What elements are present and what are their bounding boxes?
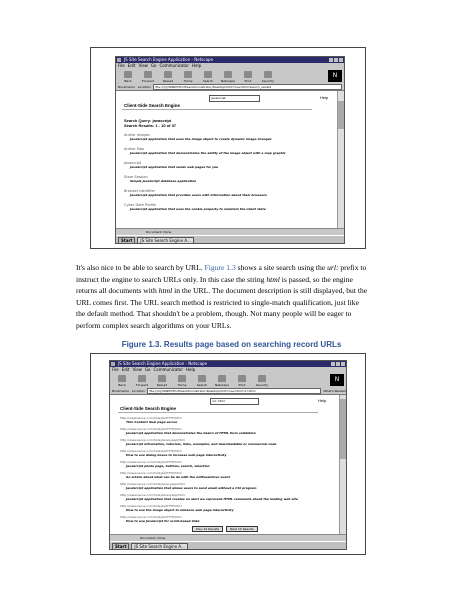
body-paragraph — [76, 262, 368, 332]
start-button[interactable]: Start — [118, 237, 135, 244]
print-label: Print — [238, 383, 246, 387]
bookmarks-button[interactable]: Bookmarks — [118, 84, 135, 89]
location-input[interactable]: file:///C|/WINNT/Profiles/Administrator/Desktop/Ch07/nav.html?search_results — [153, 84, 342, 90]
search-button[interactable] — [198, 71, 218, 83]
result-url[interactable]: http://www.serve.com/hotsyte/HTTP/html — [120, 515, 182, 519]
location-label: Location: — [137, 84, 152, 89]
html-word: html — [158, 286, 173, 296]
figure-link[interactable]: Figure 1.3 — [204, 263, 236, 272]
menu-go[interactable]: Go — [144, 367, 151, 372]
result-desc: How to use dialog boxes to increase web page interactivity — [126, 453, 227, 457]
result-url[interactable]: http://www.serve.com/hotsyte/anyapp/html — [120, 482, 186, 486]
security-button[interactable] — [258, 71, 278, 83]
page-heading: Client-Side Search Engine — [120, 406, 177, 411]
vertical-scrollbar[interactable] — [339, 395, 346, 534]
print-button[interactable] — [238, 71, 258, 83]
window-icon — [117, 58, 121, 62]
reload-button[interactable] — [158, 71, 178, 83]
next-results-button[interactable]: Next 10 Results — [226, 526, 258, 532]
forward-icon — [138, 375, 146, 382]
bookmarks-button[interactable]: Bookmarks — [112, 388, 129, 393]
reload-icon — [158, 375, 166, 382]
reload-label: Reload — [162, 79, 174, 83]
menu-view[interactable]: View — [138, 63, 148, 68]
back-label: Back — [124, 79, 132, 83]
result-desc: JavaScript application that uses the cookie property to maintain the client state — [130, 207, 266, 211]
location-bar — [110, 387, 346, 394]
result-item[interactable] — [124, 203, 266, 211]
security-label: Security — [261, 79, 275, 83]
location-bar — [116, 83, 344, 90]
paragraph-text-3: prefix to instruct the engine to search URLs only. In this case the string — [76, 263, 367, 284]
netscape-icon — [224, 71, 232, 78]
paragraph-text-2: shows a site search using the — [235, 263, 328, 272]
result-item[interactable] — [120, 471, 230, 479]
netscape-icon — [218, 375, 226, 382]
back-icon — [124, 71, 132, 78]
close-icon[interactable] — [341, 362, 345, 366]
result-title[interactable]: Anther Images — [124, 133, 150, 137]
result-desc: How to use the image object to enhance web page interactivity — [126, 508, 234, 512]
back-button[interactable] — [112, 375, 132, 387]
security-label: Security — [255, 383, 269, 387]
status-bar: Document: Done — [116, 228, 344, 235]
taskbar-item[interactable]: JS Site Search Engine A... — [137, 237, 193, 244]
result-desc: JavaScript application that uses the image object to create dynamic image changes — [130, 137, 272, 141]
search-label: Search — [202, 79, 214, 83]
screenshot-1 — [90, 47, 366, 249]
window-controls[interactable] — [331, 362, 345, 366]
result-item[interactable] — [120, 449, 226, 457]
home-button[interactable] — [172, 375, 192, 387]
whats-related-button[interactable]: What's Related — [323, 388, 346, 393]
home-label: Home — [183, 79, 193, 83]
taskbar — [116, 235, 344, 244]
maximize-icon[interactable] — [336, 362, 340, 366]
result-desc: JavaScript information, tutorials, links, examples, and downloadable or commercial code — [126, 442, 277, 446]
browser-window-1 — [115, 56, 345, 244]
taskbar — [110, 541, 346, 550]
result-desc: JavaScript photo page, buttons, search, selection — [126, 464, 210, 468]
paragraph-text-1: It's also nice to be able to search by URL. — [76, 263, 205, 272]
security-icon — [258, 375, 266, 382]
result-item[interactable] — [120, 504, 234, 512]
result-desc: JavaScript application that sends web pages for you — [130, 165, 219, 169]
forward-button[interactable] — [138, 71, 158, 83]
print-icon — [244, 71, 252, 78]
html-word: html — [266, 274, 280, 284]
window-icon — [111, 362, 115, 366]
prev-results-button[interactable]: Prev 10 Results — [192, 526, 223, 532]
menu-communicator[interactable]: Communicator — [159, 63, 190, 68]
result-title[interactable]: Javascript — [124, 161, 142, 165]
home-label: Home — [177, 383, 187, 387]
reload-label: Reload — [156, 383, 168, 387]
result-item[interactable] — [120, 482, 257, 490]
heading-divider — [122, 109, 312, 110]
minimize-icon[interactable] — [331, 362, 335, 366]
nav-toolbar — [116, 69, 344, 83]
result-title[interactable]: Anther Map — [124, 147, 145, 151]
result-item[interactable] — [120, 460, 210, 468]
forward-button[interactable] — [132, 375, 152, 387]
result-item[interactable] — [124, 133, 272, 141]
menu-go[interactable]: Go — [150, 63, 157, 68]
status-bar: Document: Done — [110, 534, 346, 541]
result-desc: JavaScript application that provides users with information about their browsers — [130, 193, 267, 197]
reload-icon — [164, 71, 172, 78]
scrollbar-thumb[interactable] — [340, 399, 346, 459]
home-icon — [178, 375, 186, 382]
back-label: Back — [118, 383, 126, 387]
location-label: Location: — [131, 388, 146, 393]
netscape-label: Netscape — [220, 79, 236, 83]
page-content — [110, 394, 346, 534]
window-title: JS Site Search Engine Application - Netscape — [124, 57, 214, 62]
result-url[interactable]: http://www.serve.com/hotsyte/anyapp/html — [120, 438, 186, 442]
menu-view[interactable]: View — [132, 367, 142, 372]
search-input[interactable]: javascript — [209, 95, 260, 102]
home-button[interactable] — [178, 71, 198, 83]
help-link[interactable]: Help — [320, 95, 329, 100]
search-input[interactable]: url: html — [210, 398, 259, 405]
result-title[interactable]: Store Session — [124, 175, 148, 179]
result-item[interactable] — [124, 147, 286, 155]
netscape-label: Netscape — [214, 383, 230, 387]
search-icon — [204, 71, 212, 78]
result-item[interactable] — [124, 175, 196, 183]
result-item[interactable] — [120, 438, 276, 446]
menu-communicator[interactable]: Communicator — [153, 367, 184, 372]
result-desc: JavaScript application that allows users to send email without a CGI program — [126, 486, 257, 490]
page-content — [116, 90, 344, 228]
browser-window-2 — [109, 360, 347, 550]
paragraph-text-4: is passed, so the engine returns all documents with — [76, 274, 353, 296]
menu-edit[interactable]: Edit — [127, 63, 136, 68]
search-query-line: Search Query: javascript — [124, 118, 172, 123]
close-icon[interactable] — [339, 58, 343, 62]
window-titlebar — [110, 361, 346, 367]
result-desc: An article about what can be do with the onMouseOver event — [126, 475, 230, 479]
minimize-icon[interactable] — [329, 58, 333, 62]
result-item[interactable] — [120, 427, 256, 435]
home-icon — [184, 71, 192, 78]
result-url[interactable]: http://www.serve.com/hotsyte/HTTP/html — [120, 460, 182, 464]
print-icon — [238, 375, 246, 382]
security-button[interactable] — [252, 375, 272, 387]
url-prefix: url: — [327, 263, 339, 272]
search-icon — [198, 375, 206, 382]
window-titlebar — [116, 57, 344, 63]
print-label: Print — [244, 79, 252, 83]
taskbar-item[interactable]: JS Site Search Engine A... — [131, 543, 187, 550]
result-url[interactable]: http://www.serve.com/hotsyte/anyapp/html — [120, 493, 186, 497]
screenshot-2 — [90, 353, 366, 555]
result-title[interactable]: Cyber Date Profile — [124, 203, 156, 207]
result-item[interactable] — [120, 493, 298, 501]
result-desc: JavaScript application that creates an alert we represent HTML comments about the loading web site — [126, 497, 298, 501]
result-title[interactable]: Browser Identifier — [124, 189, 156, 193]
result-desc: JavaScript application that demonstrates the basics of HTML form validation — [126, 431, 256, 435]
paragraph-text-5: in the URL. The document description is still displayed, but the URL comes first. The URL search method is restricted to single-match qualification, just like the default method. That shouldn't be a problem, though. Not many people will be eager to perform complex search algorithms on your URLs. — [76, 286, 368, 330]
netscape-logo-icon: N — [330, 374, 344, 386]
forward-label: Forward — [135, 383, 149, 387]
pagination — [192, 526, 258, 532]
print-button[interactable] — [232, 375, 252, 387]
page-heading: Client-Side Search Engine — [124, 103, 181, 108]
search-button[interactable] — [192, 375, 212, 387]
netscape-button[interactable] — [218, 71, 238, 83]
vertical-scrollbar[interactable] — [337, 91, 344, 228]
netscape-logo-icon: N — [328, 70, 342, 82]
menu-edit[interactable]: Edit — [121, 367, 130, 372]
result-url[interactable]: http://www.serve.com/hotsyte/HTTP/html — [120, 449, 182, 453]
forward-label: Forward — [141, 79, 155, 83]
search-results-count: Search Results: 1 - 10 of 37 — [124, 123, 177, 128]
menu-help[interactable]: Help — [186, 367, 196, 372]
result-desc: Simple JavaScript database application — [130, 179, 197, 183]
window-controls[interactable] — [329, 58, 343, 62]
window-title: JS Site Search Engine Application - Netscape — [118, 361, 208, 366]
menu-help[interactable]: Help — [192, 63, 202, 68]
menu-file[interactable]: File — [112, 367, 119, 372]
back-button[interactable] — [118, 71, 138, 83]
result-url[interactable]: http://www.serve.com/hotsyte/HTTP/html — [120, 504, 182, 508]
security-icon — [264, 71, 272, 78]
result-item[interactable] — [120, 416, 182, 424]
netscape-button[interactable] — [212, 375, 232, 387]
result-item[interactable] — [120, 515, 200, 523]
help-link[interactable]: Help — [318, 398, 327, 403]
menu-file[interactable]: File — [118, 63, 125, 68]
nav-toolbar — [110, 373, 346, 387]
result-url[interactable]: http://www.serve.com/hotsyte/HTTP/html — [120, 416, 182, 420]
start-button[interactable]: Start — [112, 543, 129, 550]
scrollbar-thumb[interactable] — [338, 101, 344, 129]
result-desc: Thin Content dual page server — [126, 420, 178, 424]
result-desc: How to use JavaScript for scroll-based links — [126, 519, 200, 523]
search-label: Search — [196, 383, 208, 387]
back-icon — [118, 375, 126, 382]
result-url[interactable]: http://www.serve.com/hotsyte/HTTP/html — [120, 471, 182, 475]
reload-button[interactable] — [152, 375, 172, 387]
result-desc: JavaScript application that demonstrates the ability of the image object with a map graphic — [130, 151, 286, 155]
result-item[interactable] — [124, 161, 218, 169]
figure-caption: Figure 1.3. Results page based on searching record URLs — [121, 340, 342, 349]
result-url[interactable]: http://www.serve.com/hotsyte/HTTP/html — [120, 427, 182, 431]
location-input[interactable]: file:///C|/WINNT/Profiles/Administrator/Desktop/Ch07/nav.html?url:html — [147, 388, 321, 394]
maximize-icon[interactable] — [334, 58, 338, 62]
result-item[interactable] — [124, 189, 267, 197]
forward-icon — [144, 71, 152, 78]
heading-divider — [118, 412, 318, 413]
